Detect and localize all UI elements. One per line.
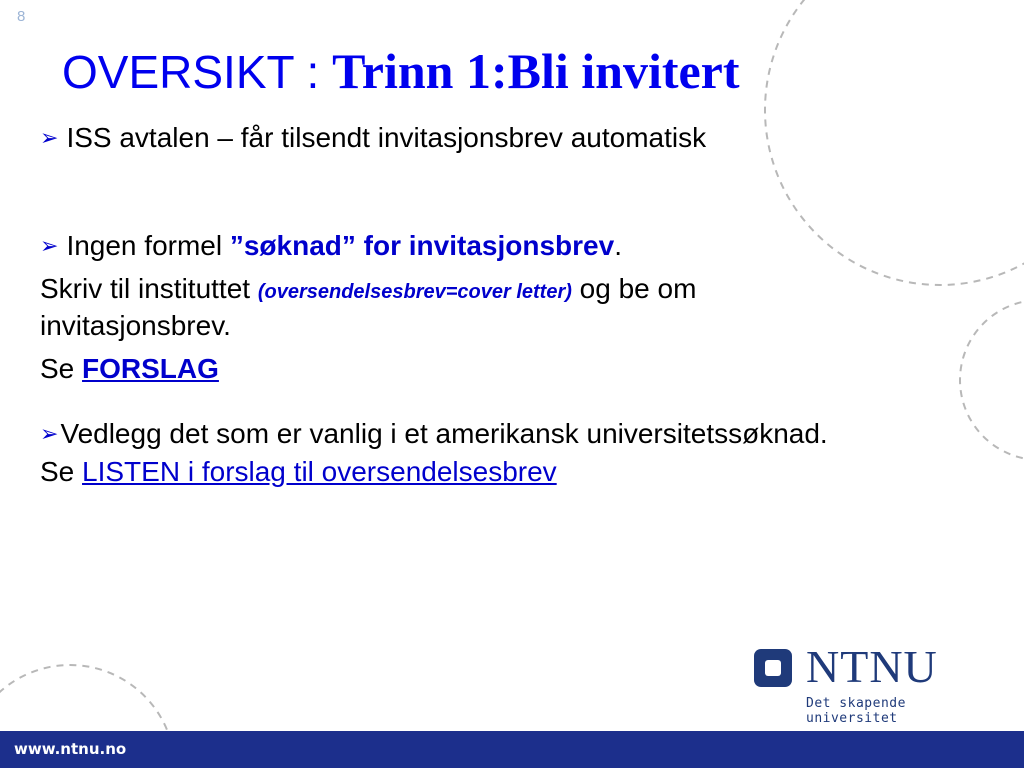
arrow-bullet-icon: ➢	[40, 125, 59, 150]
skriv-line	[40, 272, 696, 309]
footer-url: www.ntnu.no	[14, 740, 127, 758]
se-forslag-prefix: Se	[40, 353, 83, 384]
ntnu-logo	[752, 641, 1002, 726]
arrow-bullet-icon: ➢	[40, 233, 59, 258]
se-listen-prefix: Se	[40, 456, 83, 487]
soknad-emphasis: ”søknad” for invitasjonsbrev	[229, 230, 615, 261]
listen-link[interactable]: LISTEN i forslag til oversendelsesbrev	[82, 456, 557, 487]
title-prefix: OVERSIKT :	[62, 46, 333, 98]
bullet-item-formel	[40, 229, 622, 265]
ntnu-logo-mark-icon	[754, 649, 792, 687]
bullet-item-iss	[40, 121, 706, 157]
ntnu-logo-text: NTNU	[806, 641, 938, 692]
bullet-item-iss-text: ISS avtalen – får tilsendt invitasjonsbrev automatisk	[66, 122, 707, 153]
ntnu-logo-tagline: Det skapende universitet	[806, 696, 906, 726]
skriv-end-text: og be om	[571, 273, 697, 304]
formel-end-text: .	[614, 230, 622, 261]
arrow-bullet-icon: ➢	[40, 421, 59, 446]
skriv-start-text: Skriv til instituttet	[40, 273, 258, 304]
invitasjonsbrev-line: invitasjonsbrev.	[40, 310, 231, 341]
se-listen-line	[40, 455, 557, 489]
forslag-link[interactable]: FORSLAG	[82, 353, 219, 384]
formel-lead-text: Ingen formel	[66, 230, 230, 261]
bullet-item-vedlegg	[40, 417, 828, 453]
slide-title	[62, 44, 740, 99]
vedlegg-text: Vedlegg det som er vanlig i et amerikansk universitetssøknad.	[60, 418, 828, 449]
cover-letter-note: (oversendelsesbrev=cover letter)	[257, 281, 572, 303]
se-forslag-line	[40, 352, 219, 386]
footer-bar	[0, 731, 1024, 768]
title-main: Trinn 1:Bli invitert	[332, 43, 740, 99]
slide-number: 8	[17, 8, 26, 25]
